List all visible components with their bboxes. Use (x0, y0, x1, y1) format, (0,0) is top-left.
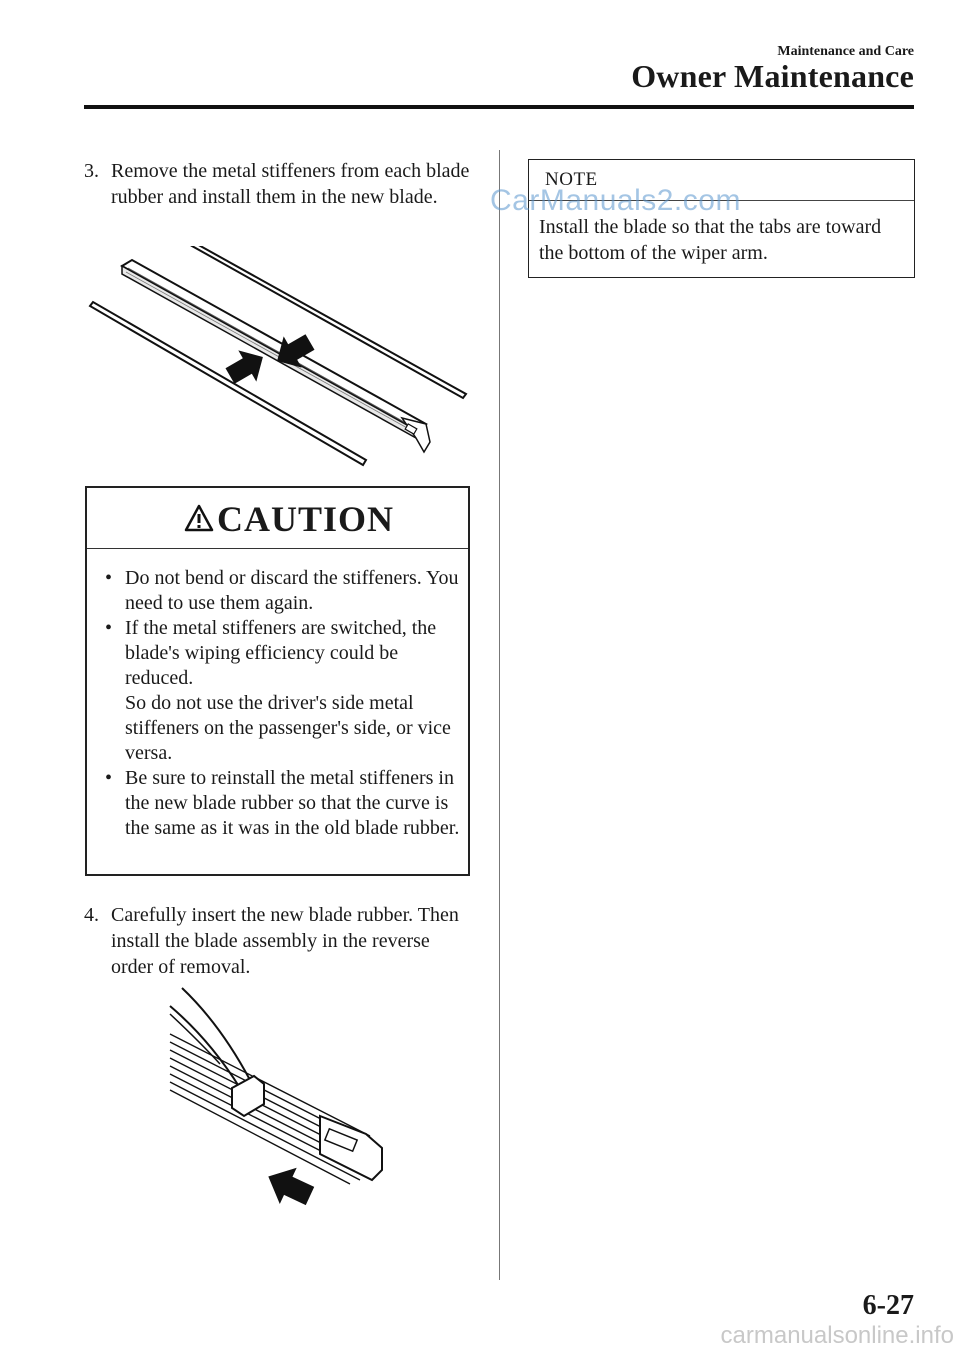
arrow-icon (260, 1158, 319, 1214)
note-title: NOTE (545, 169, 598, 190)
watermark-bottom: carmanualsonline.info (720, 1322, 954, 1349)
step-text: Remove the metal stiffeners from each blade rubber and install them in the new blade. (111, 160, 470, 208)
page-title: Owner Maintenance (631, 58, 914, 94)
caution-header (87, 488, 468, 549)
step-text: Carefully insert the new blade rubber. Then install the blade assembly in the reverse order of removal. (111, 904, 459, 978)
blade-insertion-illustration (160, 984, 400, 1224)
caution-item (101, 766, 463, 841)
step-4 (84, 902, 484, 982)
caution-item (101, 566, 463, 616)
bullet: • (105, 617, 113, 639)
caution-item-text: Do not bend or discard the stiffeners. You need to use them again. (125, 567, 459, 614)
column-divider (499, 150, 500, 1280)
watermark-top: CarManuals2.com (490, 184, 741, 217)
caution-item-text: So do not use the driver's side metal stiffeners on the passenger's side, or vice versa. (125, 692, 451, 764)
step-3 (84, 158, 484, 238)
caution-title: CAUTION (217, 499, 395, 539)
page-number: 6-27 (862, 1290, 914, 1321)
caution-item-text: If the metal stiffeners are switched, the blade's wiping efficiency could be reduced. (125, 617, 437, 689)
warning-triangle-icon (184, 504, 214, 532)
caution-item (101, 616, 463, 691)
caution-box (85, 486, 470, 876)
step-number: 3. (84, 160, 99, 182)
header-rule (84, 105, 914, 109)
bullet: • (105, 567, 113, 589)
caution-list (101, 566, 463, 841)
step-number: 4. (84, 904, 99, 926)
caution-item-continuation (101, 691, 463, 766)
note-text: Install the blade so that the tabs are toward the bottom of the wiper arm. (539, 216, 882, 264)
bullet: • (105, 767, 113, 789)
section-label: Maintenance and Care (777, 44, 914, 59)
stiffener-removal-illustration (84, 246, 484, 476)
note-box (528, 159, 915, 278)
caution-item-text: Be sure to reinstall the metal stiffeners in the new blade rubber so that the curve is the same as it was in the old blade rubber. (125, 767, 460, 839)
